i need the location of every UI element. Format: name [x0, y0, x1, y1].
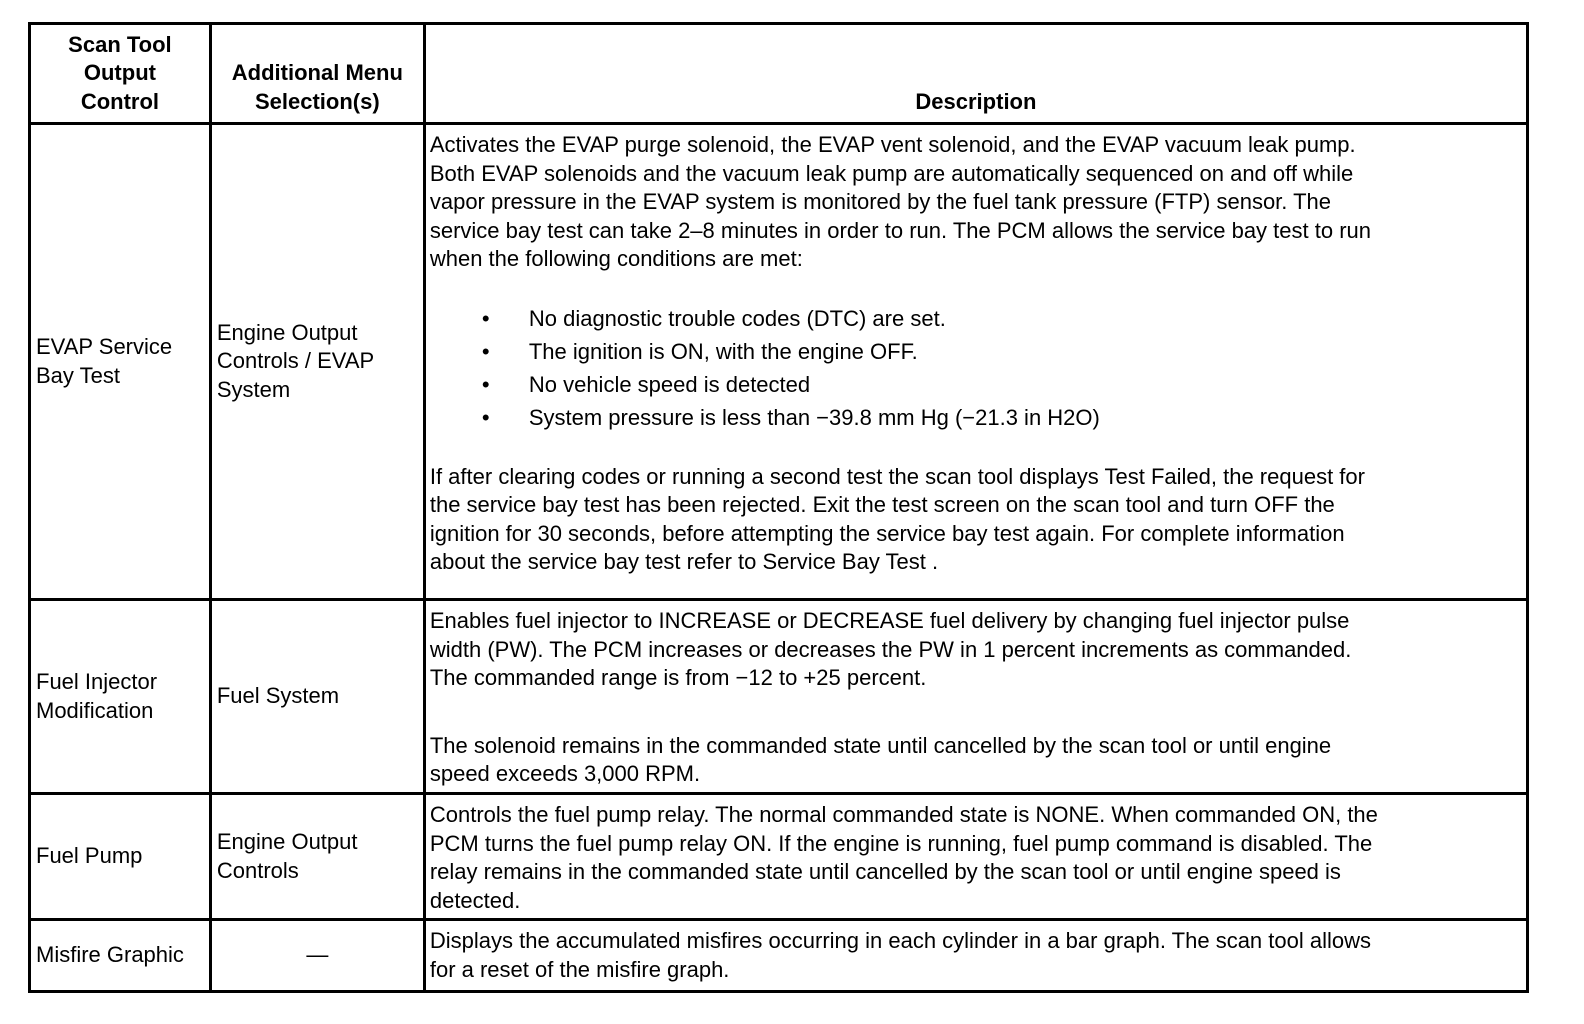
text-line: width (PW). The PCM increases or decreases the PW in 1 percent increments as commanded. — [429, 636, 1352, 662]
text-line: Selection(s) — [254, 88, 380, 114]
text-line: Scan Tool — [68, 31, 172, 57]
condition-item — [430, 335, 1522, 368]
description-cell — [424, 920, 1527, 992]
text-line: PCM turns the fuel pump relay ON. If the engine is running, fuel pump command is disabled. The — [429, 830, 1373, 856]
description-paragraph — [430, 732, 1522, 789]
text-line: — — [306, 942, 329, 968]
description-paragraph — [430, 131, 1522, 274]
text-line: vapor pressure in the EVAP system is monitored by the fuel tank pressure (FTP) sensor. The — [429, 189, 1332, 214]
text-line: relay remains in the commanded state until cancelled by the scan tool or until engine speed is — [429, 859, 1341, 884]
control-cell — [30, 920, 211, 992]
text-line: for a reset of the misfire graph. — [429, 956, 730, 982]
text-line: System — [216, 376, 291, 402]
text-line: Control — [80, 88, 160, 114]
text-line: speed exceeds 3,000 RPM. — [429, 761, 701, 786]
text-line: Misfire Graphic — [36, 942, 184, 968]
condition-item — [430, 302, 1522, 335]
menu-cell — [210, 920, 424, 992]
text-line: detected. — [429, 887, 521, 913]
header-scan-tool-output-control — [30, 24, 211, 124]
text-line: Enables fuel injector to INCREASE or DECREASE fuel delivery by changing fuel injector pulse — [429, 608, 1350, 633]
text-line: the service bay test has been rejected. Exit the test screen on the scan tool and turn OFF the — [429, 492, 1335, 517]
text-line: Fuel System — [216, 683, 340, 709]
text-line: Output — [83, 60, 156, 85]
text-line: Controls / EVAP — [216, 348, 375, 374]
header-description: Description — [424, 24, 1527, 124]
menu-cell — [210, 600, 424, 794]
condition-item — [430, 368, 1522, 401]
text-line: ignition for 30 seconds, before attempting the service bay test again. For complete information — [429, 520, 1345, 546]
condition-item — [430, 401, 1522, 434]
text-line: Modification — [36, 697, 154, 723]
condition-text: System pressure is less than −39.8 mm Hg (−21.3 in H2O) — [528, 405, 1100, 430]
description-paragraph — [430, 607, 1522, 693]
text-line: about the service bay test refer to Service Bay Test . — [429, 549, 939, 574]
table-row — [30, 600, 1528, 794]
text-line: Both EVAP solenoids and the vacuum leak pump are automatically sequenced on and off while — [429, 160, 1354, 186]
text-line: Controls the fuel pump relay. The normal commanded state is NONE. When commanded ON, the — [429, 802, 1378, 827]
menu-cell — [210, 794, 424, 920]
description-cell — [424, 600, 1527, 794]
condition-text: No diagnostic trouble codes (DTC) are set. — [528, 306, 946, 331]
text-line: service bay test can take 2–8 minutes in order to run. The PCM allows the service bay test to run — [429, 217, 1371, 243]
scan-tool-output-controls-table — [28, 22, 1529, 993]
control-cell — [30, 794, 211, 920]
header-additional-menu-selections — [210, 24, 424, 124]
header-row — [30, 24, 1528, 124]
text-line: The solenoid remains in the commanded state until cancelled by the scan tool or until engine — [429, 732, 1332, 758]
table-row — [30, 794, 1528, 920]
bullet-icon: • — [481, 372, 490, 397]
table-row — [30, 920, 1528, 992]
control-cell — [30, 124, 211, 600]
text-line: The commanded range is from −12 to +25 percent. — [429, 665, 927, 690]
condition-text: The ignition is ON, with the engine OFF. — [528, 339, 918, 364]
description-paragraph — [430, 801, 1522, 915]
menu-cell — [210, 124, 424, 600]
control-cell — [30, 600, 211, 794]
text-line: Activates the EVAP purge solenoid, the EVAP vent solenoid, and the EVAP vacuum leak pump. — [429, 132, 1356, 157]
text-line: Displays the accumulated misfires occurring in each cylinder in a bar graph. The scan tool allows — [429, 928, 1371, 953]
description-cell — [424, 794, 1527, 920]
description-paragraph — [430, 927, 1522, 984]
text-line: EVAP Service — [36, 334, 173, 359]
text-line: Fuel Pump — [36, 843, 143, 869]
table-row — [30, 124, 1528, 600]
text-line: Additional Menu — [231, 60, 403, 85]
description-cell — [424, 124, 1527, 600]
text-line: Bay Test — [36, 362, 120, 388]
text-line: Fuel Injector — [36, 669, 158, 694]
bullet-icon: • — [481, 405, 490, 430]
text-line: Engine Output — [216, 829, 358, 854]
condition-text: No vehicle speed is detected — [528, 372, 811, 397]
text-line: If after clearing codes or running a second test the scan tool displays Test Failed, the request for — [429, 463, 1365, 489]
description-paragraph — [430, 463, 1522, 577]
conditions-list — [430, 302, 1522, 434]
bullet-icon: • — [481, 306, 490, 331]
text-line: Controls — [216, 857, 299, 883]
text-line: Engine Output — [216, 319, 358, 345]
bullet-icon: • — [481, 339, 490, 364]
text-line: when the following conditions are met: — [429, 246, 803, 271]
